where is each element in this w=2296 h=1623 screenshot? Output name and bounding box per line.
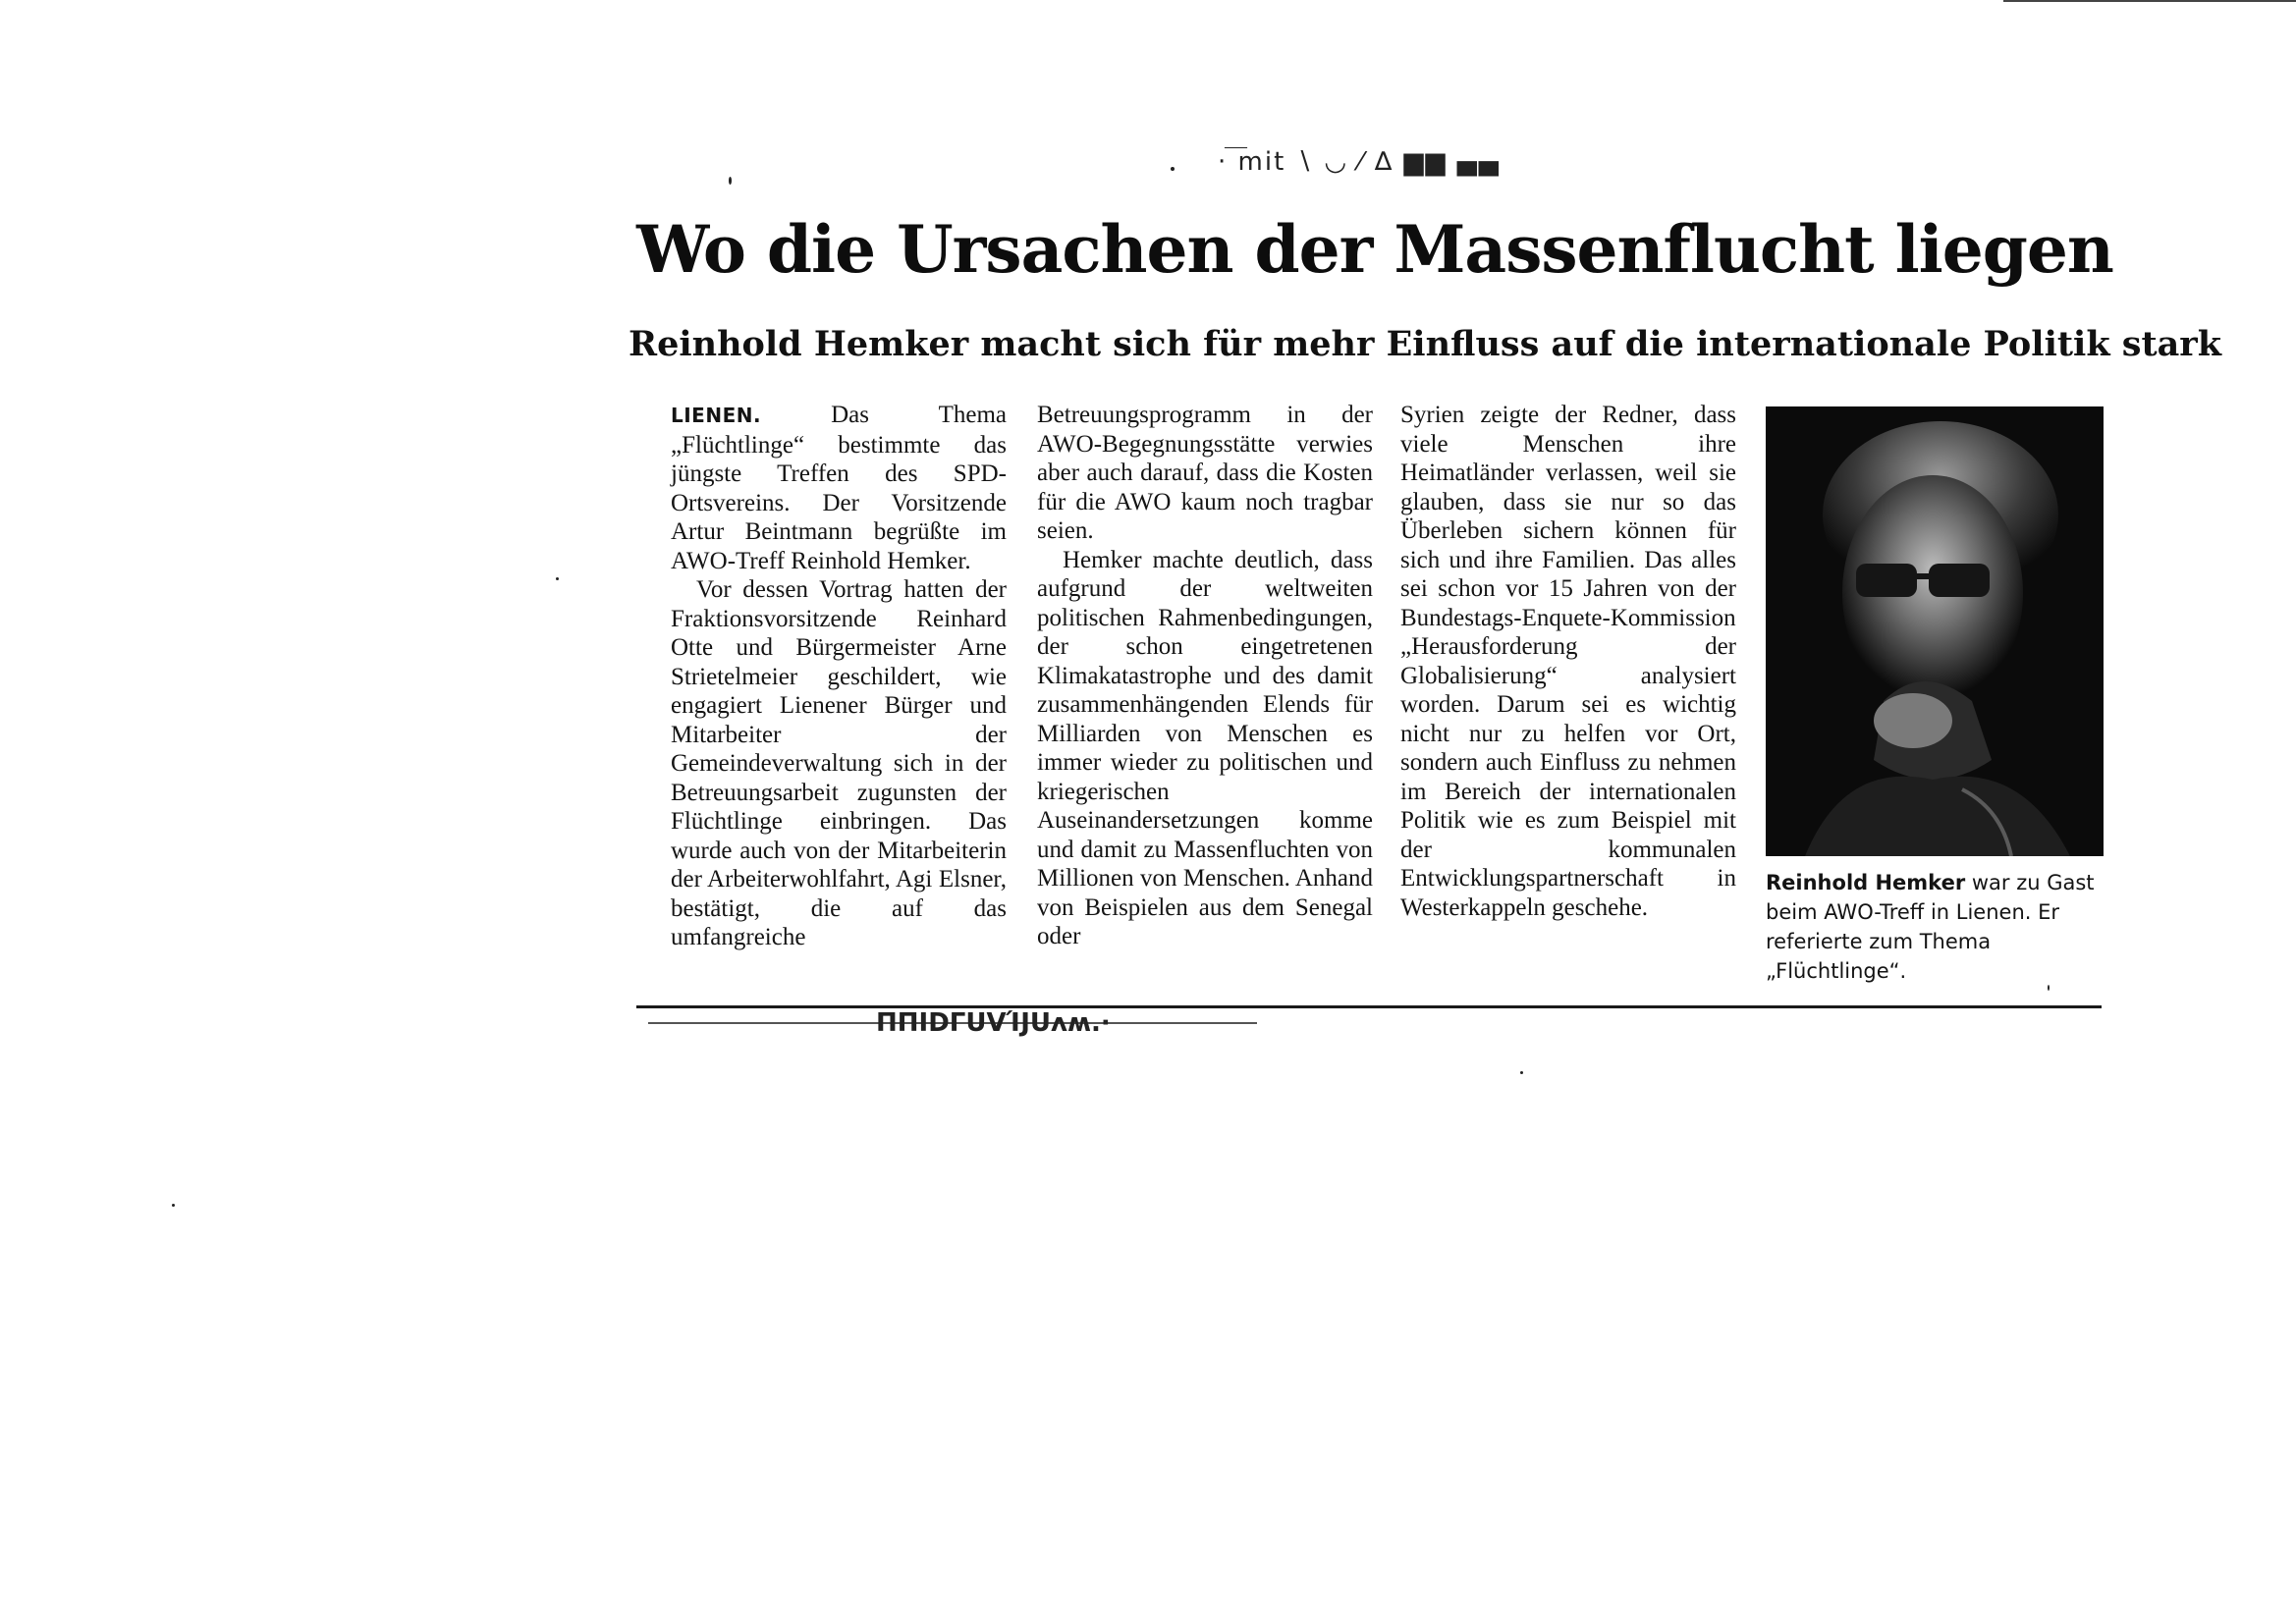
footer-fragment: ΠΠΙDΓUVΊJUʌʍ.· bbox=[876, 1009, 1111, 1037]
scan-speck bbox=[729, 177, 732, 185]
paragraph: Syrien zeigte der Redner, dass viele Menschen ihre Heimatländer verlassen, weil sie glauben, dass sie nur so das Überleben sichern können für sich und ihre Familien. Das alles sei schon vor 15 Jahren von der Bundestags-Enquete-Kommission „Herausforderung der Globalisierung“ analysiert worden. Darum sei es wichtig nicht nur zu helfen vor Ort, sondern auch Einfluss zu nehmen im Bereich der internationalen Politik wie es zum Beispiel mit der kommunalen Entwicklungspartnerschaft in Westerkappeln geschehe. bbox=[1400, 402, 1736, 921]
article-column-3 bbox=[1400, 401, 1736, 922]
caption-name: Reinhold Hemker bbox=[1766, 871, 1966, 894]
scan-speck bbox=[1171, 167, 1175, 171]
scan-speck bbox=[556, 577, 559, 580]
paragraph: Betreuungsprogramm in der AWO-Begegnungsstätte verwies aber auch darauf, dass die Kosten für die AWO kaum noch tragbar seien. bbox=[1037, 402, 1373, 544]
article-column-2 bbox=[1037, 401, 1373, 951]
portrait-image bbox=[1766, 406, 2104, 856]
caption-text: war zu Gast beim AWO-Treff in Lienen. Er referierte zum Thema „Flüchtlinge“. bbox=[1766, 871, 2095, 983]
portrait-photo bbox=[1766, 406, 2104, 856]
paragraph: Vor dessen Vortrag hatten der Fraktionsvorsitzende Reinhard Otte und Bürgermeister Arne Strietelmeier geschildert, wie engagiert Lienener Bürger und Mitarbeiter der Gemeindeverwaltung sich in der Betreuungsarbeit zugunsten der Flüchtlinge einbringen. Das wurde auch von der Mitarbeiterin der Arbeiterwohlfahrt, Agi Elsner, bestätigt, die auf das umfangreiche bbox=[671, 576, 1007, 950]
bottom-rule bbox=[636, 1005, 2102, 1008]
dateline: LIENEN. bbox=[671, 404, 762, 427]
scan-speck bbox=[2003, 0, 2296, 2]
paragraph: Hemker machte deutlich, dass aufgrund der weltweiten politischen Rahmenbedingungen, der schon eingetretenen Klimakatastrophe und des damit zusammenhängenden Elends für Milliarden von Menschen es immer wieder zu politischen und kriegerischen Auseinandersetzungen komme und damit zu Massenfluchten von Millionen von Menschen. Anhand von Beispielen aus dem Senegal oder bbox=[1037, 546, 1373, 949]
header-fragment: · ͞mit ∖ ◡ ⁄ ∆ ▆▆ ▄▄ bbox=[1218, 147, 1501, 177]
photo-caption bbox=[1766, 868, 2109, 986]
scan-speck bbox=[172, 1204, 175, 1207]
subheadline: Reinhold Hemker macht sich für mehr Einfluss auf die internationale Politik stark bbox=[629, 324, 2221, 364]
article-column-1 bbox=[671, 401, 1007, 952]
scan-speck bbox=[1520, 1071, 1523, 1074]
paragraph-text: Das Thema „Flüchtlinge“ bestimmte das jüngste Treffen des SPD-Ortsvereins. Der Vorsitzende Artur Beintmann begrüßte im AWO-Treff Reinhold Hemker. bbox=[671, 402, 1007, 574]
headline: Wo die Ursachen der Massenflucht liegen bbox=[636, 211, 2113, 288]
paragraph bbox=[671, 401, 1007, 575]
